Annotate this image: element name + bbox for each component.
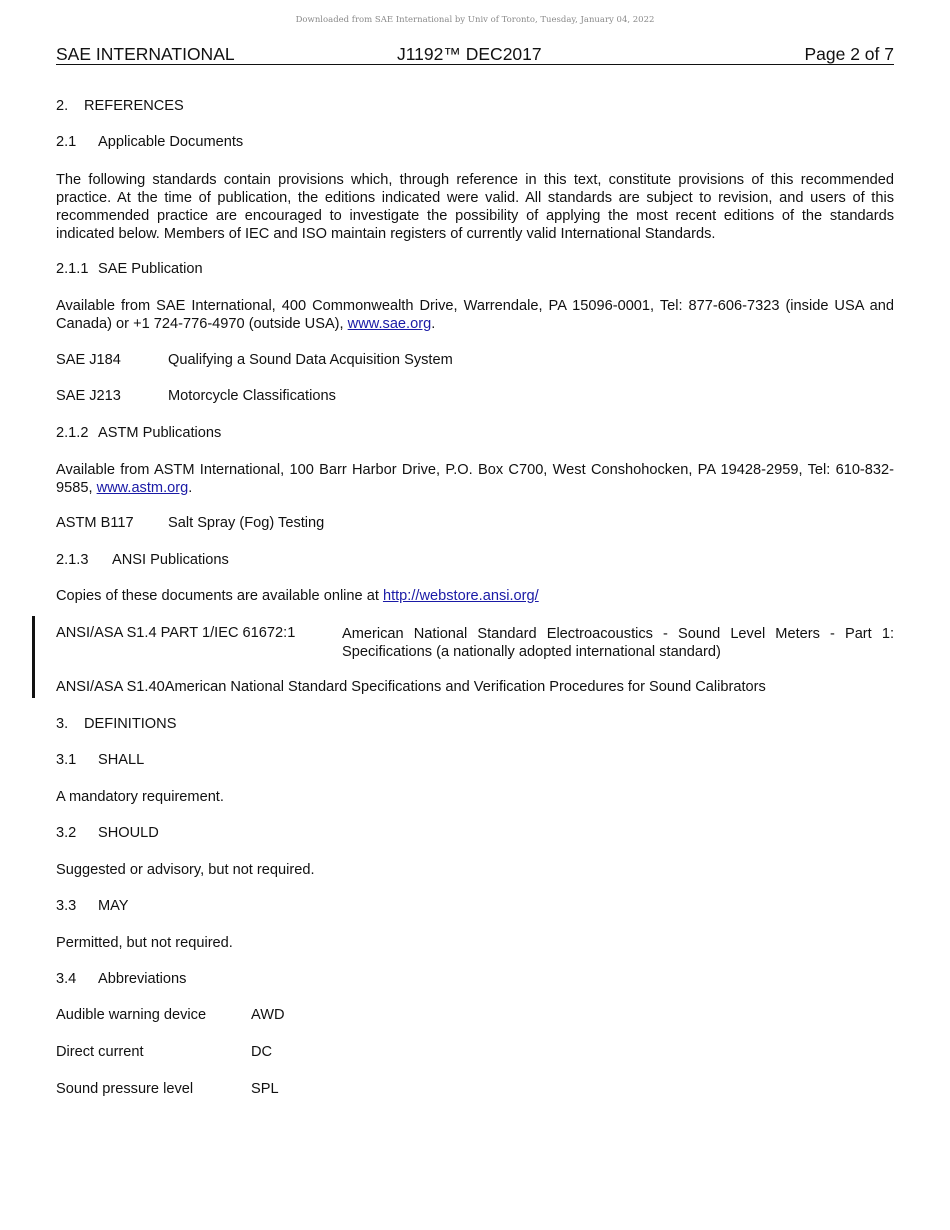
reference-title: American National Standard Specifications and Verification Procedures for Sound Calibrators <box>164 679 766 695</box>
abbreviation-code: SPL <box>251 1081 279 1097</box>
section-number: 3.4 <box>56 971 77 987</box>
section-3-4-heading <box>56 971 186 987</box>
section-number: 2.1.1 <box>56 261 89 277</box>
reference-item <box>56 388 336 404</box>
definition-number: 3.2 <box>56 825 77 841</box>
reference-item <box>56 352 453 368</box>
header-rule <box>56 64 894 65</box>
availability-text: Available from ASTM International, 100 Barr Harbor Drive, P.O. Box C700, West Conshohocken, PA 19428-2959, Tel: 610-832-9585, <box>56 462 894 496</box>
section-2-1-3-heading <box>56 552 229 568</box>
ansi-webstore-link[interactable]: http://webstore.ansi.org/ <box>382 588 539 604</box>
section-title: SAE Publication <box>98 261 203 277</box>
definition-term: SHOULD <box>98 825 159 841</box>
reference-title: Salt Spray (Fog) Testing <box>168 515 325 531</box>
section-title: Applicable Documents <box>98 134 244 150</box>
sae-availability-paragraph: Available from SAE International, 400 Commonwealth Drive, Warrendale, PA 15096-0001, Tel: 877-606-7323 (inside USA and Canada) or +1 724-776-4970 (outside USA), www.sae.org. <box>56 298 894 332</box>
reference-title: Qualifying a Sound Data Acquisition System <box>168 352 453 368</box>
definition-text: Suggested or advisory, but not required. <box>56 862 315 878</box>
section-2-heading <box>56 98 184 114</box>
section-title: Abbreviations <box>98 971 187 987</box>
reference-code: SAE J213 <box>56 388 121 404</box>
definition-heading <box>56 752 144 768</box>
reference-item <box>56 679 766 695</box>
reference-code: ANSI/ASA S1.40 <box>56 679 165 695</box>
section-number: 2. <box>56 98 69 114</box>
abbreviation-term: Audible warning device <box>56 1007 207 1023</box>
definition-heading <box>56 898 129 914</box>
section-number: 2.1.3 <box>56 552 89 568</box>
section-number: 2.1.2 <box>56 425 89 441</box>
definition-term: MAY <box>98 898 129 914</box>
section-2-1-heading <box>56 134 243 150</box>
sae-website-link[interactable]: www.sae.org <box>347 316 432 332</box>
header-document-id: J1192™ DEC2017 <box>397 44 542 64</box>
reference-title: American National Standard Electroacoustics - Sound Level Meters - Part 1: Specifications (a nationally adopted international standard) <box>342 626 894 660</box>
revision-change-bar <box>32 616 35 698</box>
section-title: REFERENCES <box>84 98 184 114</box>
section-number: 2.1 <box>56 134 77 150</box>
definition-heading <box>56 825 159 841</box>
reference-code: SAE J184 <box>56 352 121 368</box>
section-title: ASTM Publications <box>98 425 222 441</box>
availability-text: Available from SAE International, 400 Commonwealth Drive, Warrendale, PA 15096-0001, Tel: 877-606-7323 (inside USA and Canada) or +1 724-776-4970 (outside USA), <box>56 298 894 332</box>
definition-number: 3.1 <box>56 752 77 768</box>
section-2-1-1-heading <box>56 261 203 277</box>
astm-availability-paragraph: Available from ASTM International, 100 Barr Harbor Drive, P.O. Box C700, West Conshohocken, PA 19428-2959, Tel: 610-832-9585, www.astm.org. <box>56 462 894 496</box>
reference-code: ANSI/ASA S1.4 PART 1/IEC 61672:1 <box>56 625 296 641</box>
abbreviation-term: Direct current <box>56 1044 144 1060</box>
download-watermark: Downloaded from SAE International by Univ of Toronto, Tuesday, January 04, 2022 <box>295 15 655 25</box>
section-title: ANSI Publications <box>112 552 229 568</box>
definition-text: Permitted, but not required. <box>56 935 233 951</box>
abbreviation-term: Sound pressure level <box>56 1081 194 1097</box>
section-number: 3. <box>56 716 69 732</box>
definition-term: SHALL <box>98 752 145 768</box>
section-title: DEFINITIONS <box>84 716 177 732</box>
reference-title: Motorcycle Classifications <box>168 388 336 404</box>
reference-code: ASTM B117 <box>56 515 134 531</box>
applicable-documents-paragraph: The following standards contain provisions which, through reference in this text, constitute provisions of this recommended practice. At the time of publication, the editions indicated were valid. All standards are subject to revision, and users of this recommended practice are encouraged to investigate the possibility of applying the most recent editions of the standards indicated below. Members of IEC and ISO maintain registers of currently valid International Standards. <box>56 172 894 242</box>
astm-website-link[interactable]: www.astm.org <box>96 480 189 496</box>
reference-item <box>56 515 324 531</box>
availability-text: Copies of these documents are available online at <box>56 588 383 604</box>
section-3-heading <box>56 716 176 732</box>
abbreviation-row <box>56 1081 279 1097</box>
ansi-availability-paragraph <box>56 588 539 604</box>
definition-number: 3.3 <box>56 898 77 914</box>
abbreviation-code: DC <box>251 1044 273 1060</box>
abbreviation-row <box>56 1044 272 1060</box>
header-page-number: Page 2 of 7 <box>804 44 894 64</box>
definition-text: A mandatory requirement. <box>56 789 224 805</box>
header-publisher: SAE INTERNATIONAL <box>56 44 235 64</box>
abbreviation-row <box>56 1007 285 1023</box>
abbreviation-code: AWD <box>251 1007 285 1023</box>
section-2-1-2-heading <box>56 425 221 441</box>
